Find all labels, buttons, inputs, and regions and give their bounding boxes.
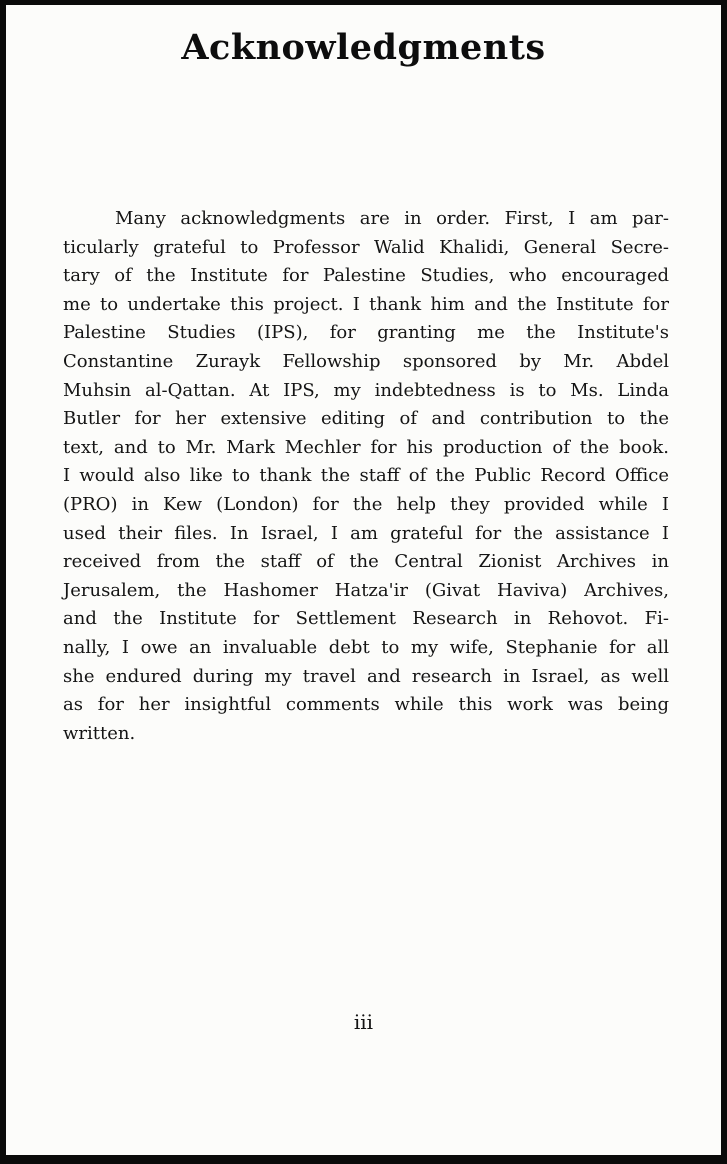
body-line: Butler for her extensive editing of and contribution to the [63,408,669,430]
body-line: Palestine Studies (IPS), for granting me the Institute's [63,322,669,344]
body-line: and the Institute for Settlement Research in Rehovot. Fi- [63,608,669,630]
body-line: as for her insightful comments while this work was being [63,694,669,716]
body-line: I would also like to thank the staff of the Public Record Office [63,465,669,487]
body-line: Many acknowledgments are in order. First, I am par- [115,208,669,229]
body-line: nally, I owe an invaluable debt to my wife, Stephanie for all [63,636,669,658]
body-line: Constantine Zurayk Fellowship sponsored by Mr. Abdel [63,350,669,372]
body-line: Muhsin al-Qattan. At IPS, my indebtedness is to Ms. Linda [63,379,669,401]
body-line: tary of the Institute for Palestine Studies, who encouraged [63,265,669,287]
acknowledgments-paragraph [63,205,669,748]
page-number: iii [353,1010,374,1034]
body-line: ticularly grateful to Professor Walid Khalidi, General Secre- [63,236,669,258]
body-line: me to undertake this project. I thank him and the Institute for [63,293,669,315]
body-line: received from the staff of the Central Zionist Archives in [63,551,669,573]
body-line: written. [63,722,136,744]
body-line: text, and to Mr. Mark Mechler for his production of the book. [63,436,669,458]
body-line: used their files. In Israel, I am grateful for the assistance I [63,522,669,544]
page-title: Acknowledgments [181,27,546,68]
body-line: (PRO) in Kew (London) for the help they provided while I [63,493,669,515]
body-line: she endured during my travel and research in Israel, as well [63,665,669,687]
body-line: Jerusalem, the Hashomer Hatza'ir (Givat Haviva) Archives, [63,579,669,601]
